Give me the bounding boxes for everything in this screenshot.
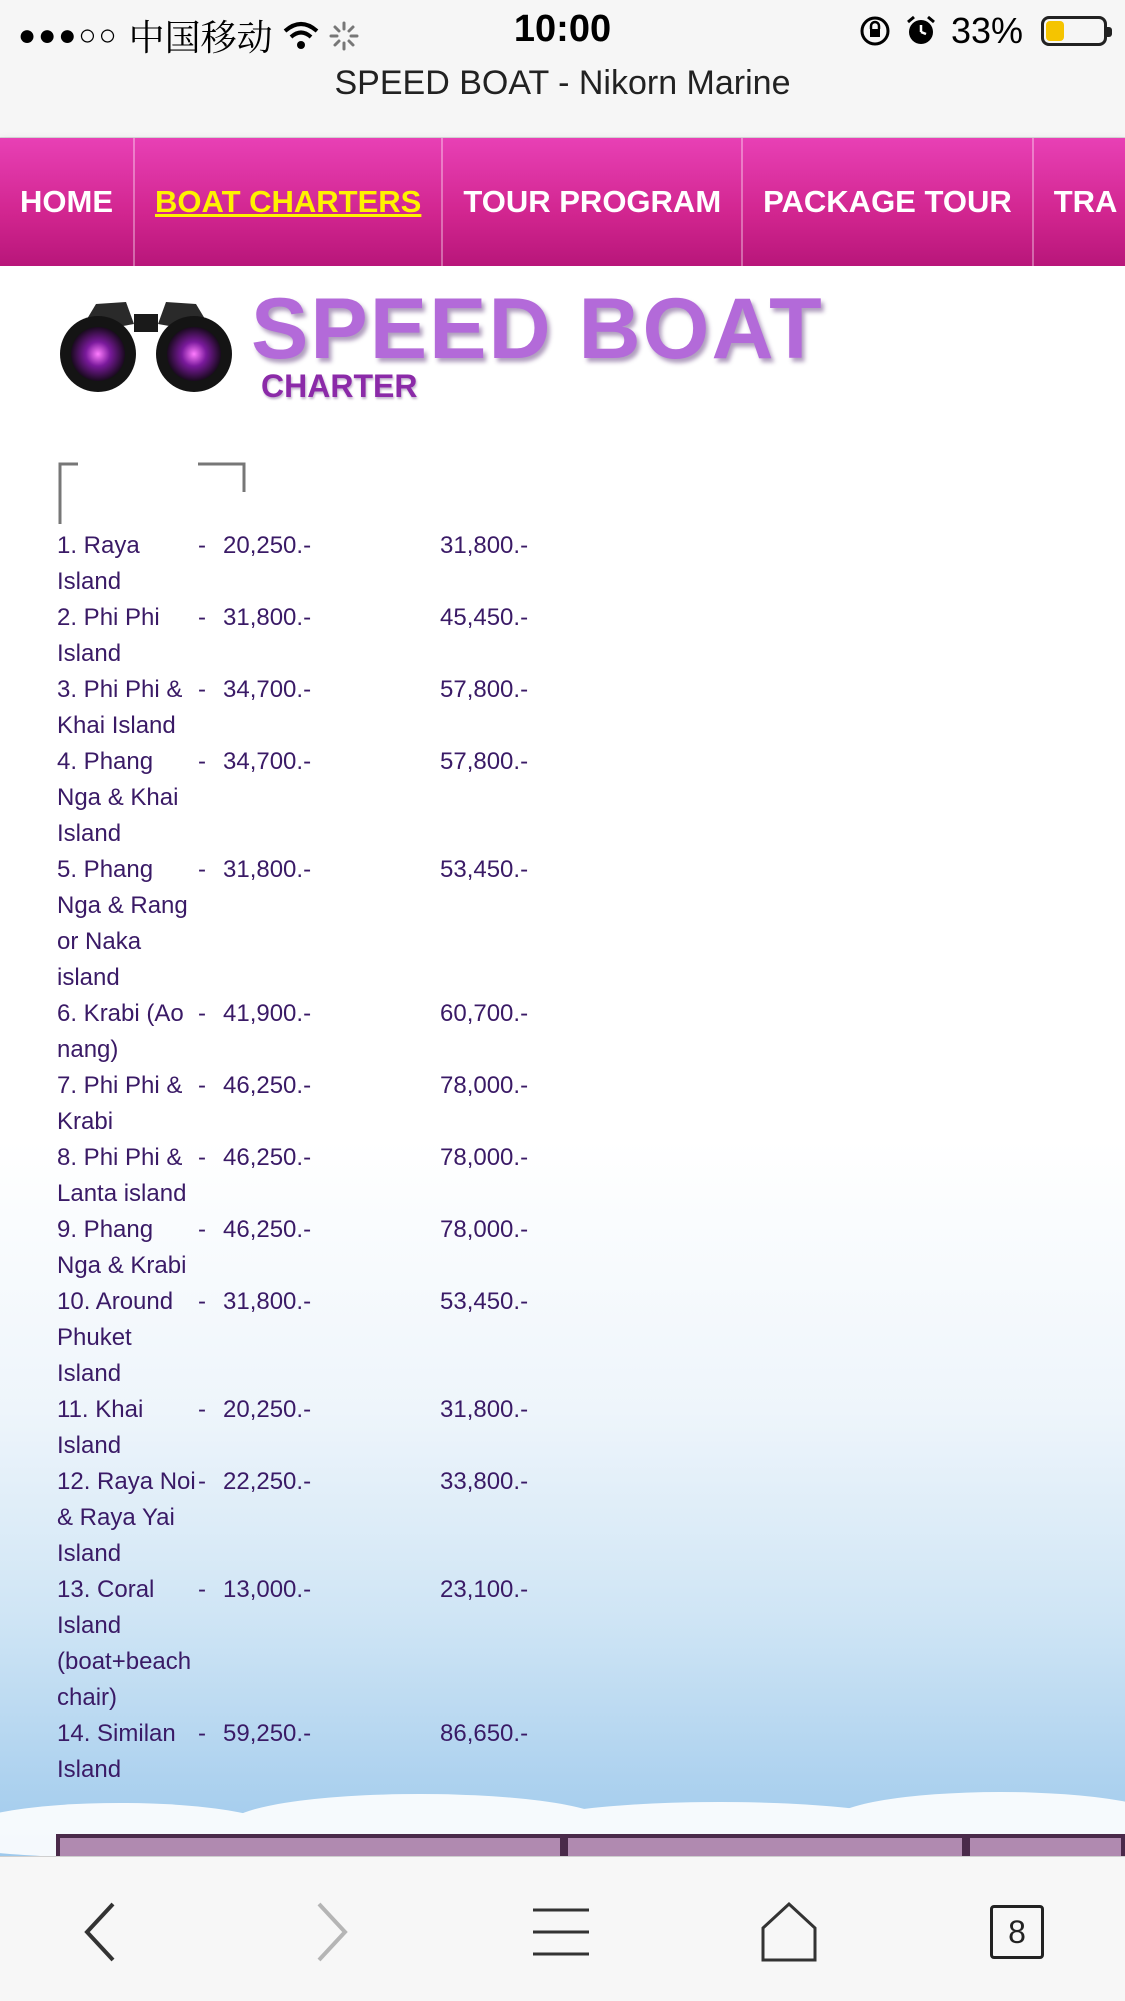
tour-dash: - xyxy=(198,1000,206,1027)
home-button[interactable] xyxy=(754,1897,824,1967)
tour-row xyxy=(57,996,529,1068)
tour-price-2: 23,100.- xyxy=(440,1576,529,1603)
broken-image-placeholder xyxy=(58,462,246,524)
tour-price-1: 22,250.- xyxy=(223,1468,312,1495)
tour-dash: - xyxy=(198,1396,206,1423)
battery-level-fill xyxy=(1046,21,1064,41)
status-bar xyxy=(0,0,1125,62)
menu-icon xyxy=(531,1904,591,1960)
nav-item-truncated[interactable]: TRA xyxy=(1034,138,1125,266)
tour-dash: - xyxy=(198,1288,206,1315)
tour-name: 11. Khai Island xyxy=(57,1396,144,1459)
tour-name: 3. Phi Phi & Khai Island xyxy=(57,676,183,739)
tour-price-1: 20,250.- xyxy=(223,1396,312,1423)
tour-name: 10. Around Phuket Island xyxy=(57,1288,174,1387)
tour-dash: - xyxy=(198,1144,206,1171)
tour-price-2: 31,800.- xyxy=(440,1396,529,1423)
tour-name: 4. Phang Nga & Khai Island xyxy=(57,748,179,847)
tour-name: 13. Coral Island (boat+beach chair) xyxy=(57,1576,192,1711)
carrier-label: 中国移动 xyxy=(128,17,273,58)
tour-dash: - xyxy=(198,604,206,631)
tour-dash: - xyxy=(198,532,206,559)
tour-price-1: 46,250.- xyxy=(223,1144,312,1171)
gallery-thumbnails xyxy=(56,1834,1125,1856)
tour-row xyxy=(57,1212,529,1284)
tabs-icon: 8 xyxy=(990,1905,1044,1959)
back-button[interactable] xyxy=(66,1897,136,1967)
browser-toolbar xyxy=(0,1856,1125,2001)
tour-price-1: 41,900.- xyxy=(223,1000,312,1027)
tour-dash: - xyxy=(198,748,206,775)
tour-price-1: 31,800.- xyxy=(223,1288,312,1315)
logo-title: SPEED BOAT xyxy=(251,281,824,377)
tour-price-2: 45,450.- xyxy=(440,604,529,631)
tour-price-2: 53,450.- xyxy=(440,1288,529,1315)
tour-price-1: 13,000.- xyxy=(223,1576,312,1603)
back-icon xyxy=(81,1900,121,1964)
tour-name: 2. Phi Phi Island xyxy=(57,604,160,667)
gallery-thumbnail[interactable] xyxy=(564,1834,966,1856)
alarm-icon xyxy=(905,15,937,47)
logo-subtitle: CHARTER xyxy=(261,368,418,404)
tour-row xyxy=(57,1572,529,1716)
main-content xyxy=(0,266,1125,1856)
tour-price-2: 78,000.- xyxy=(440,1072,529,1099)
tour-price-2: 60,700.- xyxy=(440,1000,529,1027)
tour-dash: - xyxy=(198,1720,206,1747)
menu-button[interactable] xyxy=(526,1897,596,1967)
nav-item-home[interactable]: HOME xyxy=(0,138,135,266)
tour-price-list xyxy=(57,528,529,1788)
battery-percent: 33% xyxy=(950,10,1023,51)
tour-price-2: 33,800.- xyxy=(440,1468,529,1495)
nav-item-package-tour[interactable]: PACKAGE TOUR xyxy=(743,138,1034,266)
nav-item-tour-program[interactable]: TOUR PROGRAM xyxy=(443,138,743,266)
status-time: 10:00 xyxy=(513,8,612,50)
gallery-thumbnail[interactable] xyxy=(56,1834,564,1856)
binoculars-icon xyxy=(56,294,236,394)
tour-price-1: 46,250.- xyxy=(223,1072,312,1099)
orientation-lock-icon xyxy=(859,15,891,47)
tour-row xyxy=(57,672,529,744)
tour-price-2: 78,000.- xyxy=(440,1216,529,1243)
home-icon xyxy=(759,1900,819,1964)
gallery-thumbnail[interactable] xyxy=(966,1834,1125,1856)
tour-row xyxy=(57,852,529,996)
speed-boat-logo xyxy=(56,281,856,404)
tour-row xyxy=(57,528,529,600)
tour-dash: - xyxy=(198,676,206,703)
tour-price-1: 34,700.- xyxy=(223,748,312,775)
tour-price-1: 31,800.- xyxy=(223,856,312,883)
tour-name: 7. Phi Phi & Krabi xyxy=(57,1072,183,1135)
tour-dash: - xyxy=(198,1072,206,1099)
page-title[interactable]: SPEED BOAT - Nikorn Marine xyxy=(0,62,1125,138)
tabs-button[interactable] xyxy=(982,1897,1052,1967)
main-nav xyxy=(0,138,1125,266)
tour-price-2: 86,650.- xyxy=(440,1720,529,1747)
tour-row xyxy=(57,600,529,672)
tour-price-2: 57,800.- xyxy=(440,676,529,703)
battery-icon xyxy=(1041,16,1107,46)
tour-price-1: 34,700.- xyxy=(223,676,312,703)
tour-price-1: 20,250.- xyxy=(223,532,312,559)
tour-dash: - xyxy=(198,1576,206,1603)
tour-name: 9. Phang Nga & Krabi xyxy=(57,1216,187,1279)
forward-button[interactable] xyxy=(296,1897,366,1967)
tour-row xyxy=(57,744,529,852)
tour-name: 12. Raya Noi & Raya Yai Island xyxy=(57,1468,196,1567)
tour-row xyxy=(57,1284,529,1392)
tour-name: 6. Krabi (Ao nang) xyxy=(57,1000,184,1063)
status-right xyxy=(859,10,1107,52)
tour-row xyxy=(57,1068,529,1140)
tour-name: 1. Raya Island xyxy=(57,532,140,595)
tour-name: 14. Similan Island xyxy=(57,1720,176,1783)
tour-row xyxy=(57,1140,529,1212)
nav-item-boat-charters[interactable]: BOAT CHARTERS xyxy=(135,138,443,266)
tour-price-2: 57,800.- xyxy=(440,748,529,775)
tour-dash: - xyxy=(198,1468,206,1495)
tour-row xyxy=(57,1392,529,1464)
signal-strength-icon: ●●●○○ xyxy=(18,18,119,52)
tour-name: 8. Phi Phi & Lanta island xyxy=(57,1144,187,1207)
tour-price-1: 31,800.- xyxy=(223,604,312,631)
tour-price-1: 59,250.- xyxy=(223,1720,312,1747)
tour-name: 5. Phang Nga & Rang or Naka island xyxy=(57,856,188,991)
tour-price-1: 46,250.- xyxy=(223,1216,312,1243)
tour-price-2: 31,800.- xyxy=(440,532,529,559)
tour-price-2: 53,450.- xyxy=(440,856,529,883)
forward-icon xyxy=(311,1900,351,1964)
tour-price-2: 78,000.- xyxy=(440,1144,529,1171)
tour-dash: - xyxy=(198,1216,206,1243)
tour-row xyxy=(57,1464,529,1572)
tour-dash: - xyxy=(198,856,206,883)
